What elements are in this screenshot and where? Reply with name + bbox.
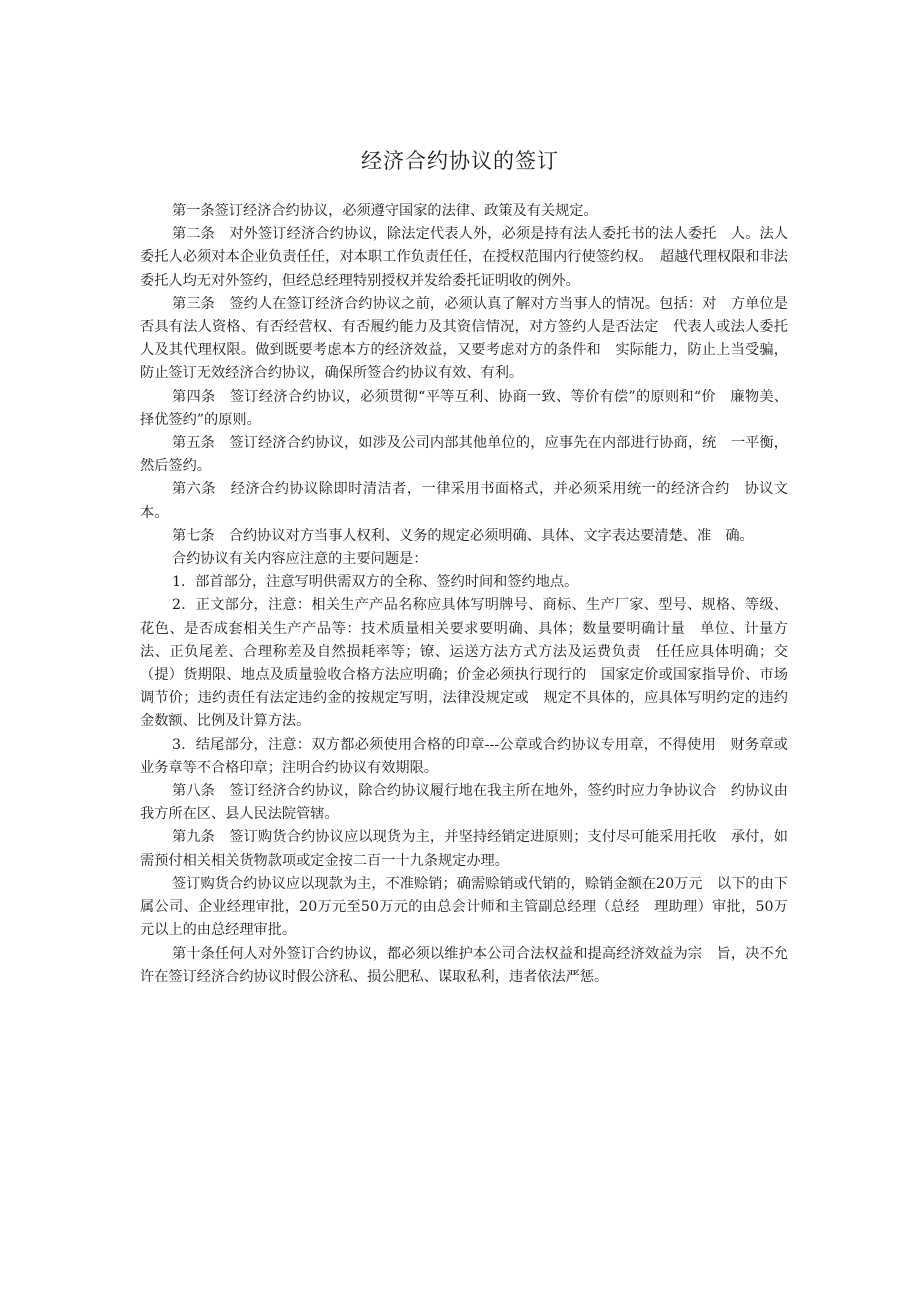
- article-9-paragraph: 第九条 签订购货合约协议应以现货为主，并坚持经销定进原则；支付尽可能采用托收 承付，如需预付相关相关货物款项或定金按二百一十九条规定办理。: [140, 829, 788, 869]
- article-1-paragraph: 第一条签订经济合约协议，必须遵守国家的法律、政策及有关规定。: [172, 203, 598, 219]
- article-6-paragraph: 第六条 经济合约协议除即时清洁者，一律采用书面格式，并必须采用统一的经济合约 协议文本。: [140, 481, 788, 521]
- article-3-paragraph: 第三条 签约人在签订经济合约协议之前，必须认真了解对方当事人的情况。包括：对 方单位是否具有法人资格、有否经营权、有否履约能力及其资信情况，对方签约人是否法定 代表人或法人委托人及其代理权限。做到既要考虑本方的经济效益，又要考虑对方的条件和 实际能力，防止上当受骗，防止签订无效经济合约协议，确保所签合约协议有效、有利。: [140, 295, 788, 382]
- article-8-paragraph: 第八条 签订经济合约协议，除合约协议履行地在我主所在地外，签约时应力争协议合 约协议由我方所在区、县人民法院管辖。: [140, 783, 788, 823]
- article-7-item-2-paragraph: 2．正文部分，注意：相关生产产品名称应具体写明牌号、商标、生产厂家、型号、规格、等级、花色、是否成套相关生产产品等：技术质量相关要求要明确、具体；数量要明确计量 单位、计量方法、正负尾差、合理称差及自然损耗率等；镣、运送方法方式方法及运费负责 任任应具体明确；交（提）货期限、地点及质量验收合格方法应明确；价金必须执行现行的 国家定价或国家指导价、市场调节价；违约责任有法定违约金的按规定写明，法律没规定或 规定不具体的，应具体写明约定的违约金数额、比例及计算方法。: [140, 597, 788, 730]
- article-2-paragraph: 第二条 对外签订经济合约协议，除法定代表人外，必须是持有法人委托书的法人委托 人。法人委托人必须对本企业负责任任，对本职工作负责任任，在授权范围内行使签约权。 超越代理权限和非法委托人均无对外签约，但经总经理特别授权并发给委托证明收的例外。: [140, 226, 788, 289]
- article-4-paragraph: 第四条 签订经济合约协议，必须贯彻“平等互利、协商一致、等价有偿”的原则和“价 廉物美、择优签约”的原则。: [140, 388, 788, 428]
- document-body: [140, 200, 788, 989]
- article-7-item-1-paragraph: 1．部首部分，注意写明供需双方的全称、签约时间和签约地点。: [172, 574, 579, 591]
- article-7-paragraph: 第七条 合约协议对方当事人权利、义务的规定必须明确、具体、文字表达要清楚、准 确。: [172, 527, 754, 544]
- article-7-item-3-paragraph: 3．结尾部分，注意：双方都必须使用合格的印章---公章或合约协议专用章，不得使用 财务章或业务章等不合格印章；注明合约协议有效期限。: [140, 736, 788, 776]
- document-title: 经济合约协议的签订: [361, 149, 559, 173]
- article-9-supplement-paragraph: 签订购货合约协议应以现款为主，不准赊销；确需赊销或代销的，赊销金额在20万元 以下的由下属公司、企业经理审批，20万元至50万元的由总会计师和主管副总经理（总经 理助理）审批，50万元以上的由总经理审批。: [140, 875, 788, 939]
- article-10-paragraph: 第十条任何人对外签订合约协议，都必须以维护本公司合法权益和提高经济效益为宗 旨，决不允许在签订经济合约协议时假公济私、损公肥私、谋取私利，违者依法严惩。: [140, 945, 788, 985]
- article-7-intro-paragraph: 合约协议有关内容应注意的主要问题是：: [172, 551, 428, 568]
- article-5-paragraph: 第五条 签订经济合约协议，如涉及公司内部其他单位的，应事先在内部进行协商，统 一平衡，然后签约。: [140, 435, 788, 475]
